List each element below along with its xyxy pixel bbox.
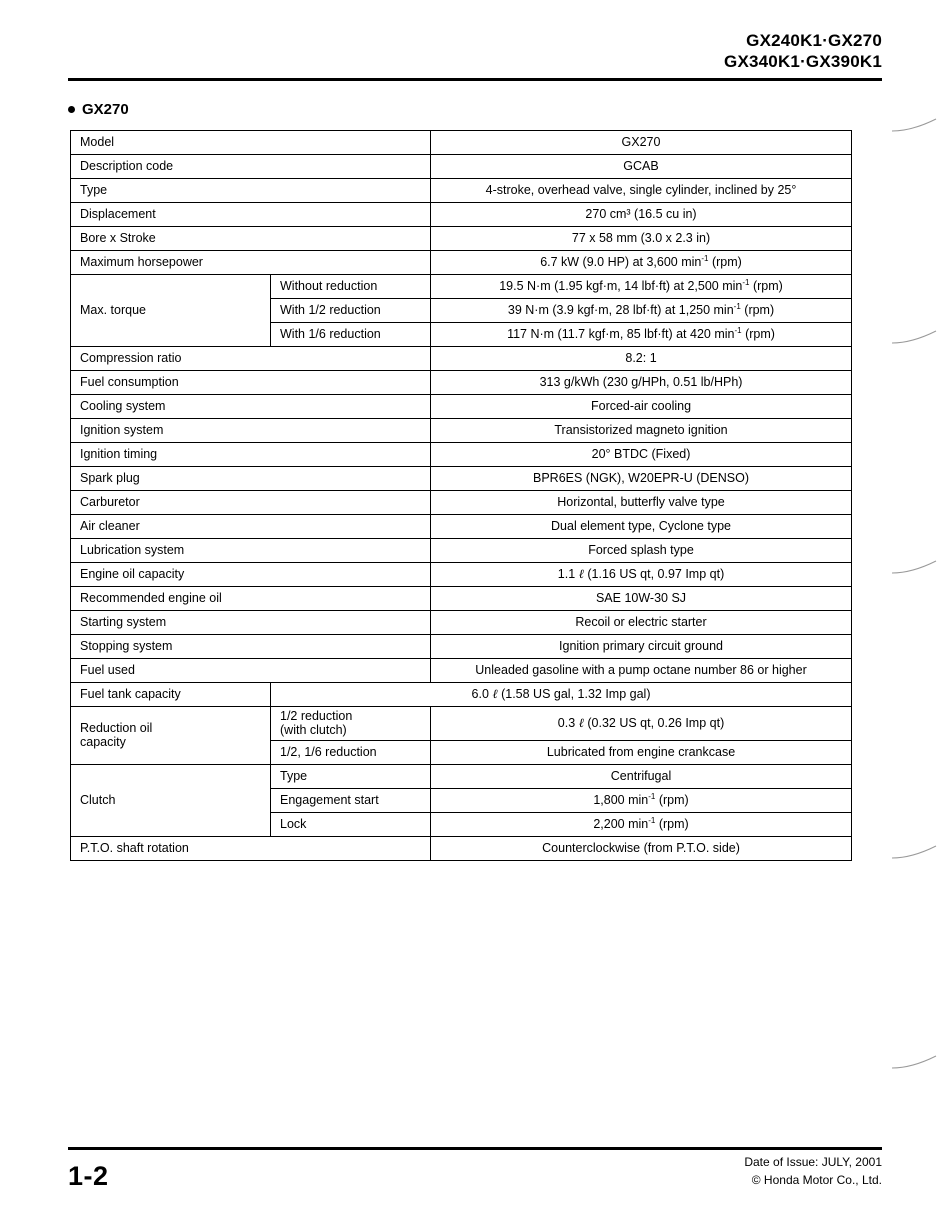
- page-edge-mark: [892, 560, 938, 576]
- row-value: [431, 563, 852, 587]
- row-value-text: (1.16 US qt, 0.97 Imp qt): [587, 567, 725, 582]
- row-label: Displacement: [71, 203, 431, 227]
- row-value: Ignition primary circuit ground: [431, 635, 852, 659]
- row-value: Horizontal, butterfly valve type: [431, 491, 852, 515]
- row-sublabel: Type: [271, 764, 431, 788]
- row-value: [431, 251, 852, 275]
- row-value: GX270: [431, 131, 852, 155]
- row-value-unit: (rpm): [658, 817, 689, 832]
- row-label: Stopping system: [71, 635, 431, 659]
- table-row: [71, 347, 852, 371]
- page-edge-mark: [892, 330, 938, 346]
- row-value: BPR6ES (NGK), W20EPR-U (DENSO): [431, 467, 852, 491]
- row-label: Air cleaner: [71, 515, 431, 539]
- page-header: [724, 30, 882, 73]
- row-value: 270 cm³ (16.5 cu in): [431, 203, 852, 227]
- section-title-text: GX270: [82, 101, 129, 118]
- row-sublabel: 1/2, 1/6 reduction: [271, 740, 431, 764]
- header-divider: [68, 78, 882, 81]
- date-of-issue: Date of Issue: JULY, 2001: [744, 1155, 882, 1169]
- table-row: [71, 203, 852, 227]
- row-label: Engine oil capacity: [71, 563, 431, 587]
- row-sublabel: Engagement start: [271, 788, 431, 812]
- table-row: [71, 179, 852, 203]
- table-row: [71, 563, 852, 587]
- table-row: [71, 707, 852, 741]
- row-value: [431, 323, 852, 347]
- row-label: Model: [71, 131, 431, 155]
- row-sublabel: [271, 707, 431, 741]
- row-value-text: 6.7 kW (9.0 HP) at 3,600 min: [540, 255, 702, 270]
- table-row: [71, 251, 852, 275]
- liter-symbol: ℓ: [578, 716, 584, 731]
- row-sublabel: Lock: [271, 812, 431, 836]
- table-row: [71, 227, 852, 251]
- superscript-minus-one: -1: [701, 254, 709, 264]
- row-value: [431, 788, 852, 812]
- table-row: [71, 659, 852, 683]
- superscript-minus-one: -1: [733, 302, 741, 312]
- row-value-text: 19.5 N·m (1.95 kgf·m, 14 lbf·ft) at 2,500 min: [499, 279, 743, 294]
- row-value: Centrifugal: [431, 764, 852, 788]
- table-row: [71, 515, 852, 539]
- page-edge-mark: [892, 1055, 938, 1071]
- superscript-minus-one: -1: [648, 791, 656, 801]
- table-row: [71, 275, 852, 299]
- superscript-minus-one: -1: [648, 815, 656, 825]
- row-label: Starting system: [71, 611, 431, 635]
- row-label: Cooling system: [71, 395, 431, 419]
- table-row: [71, 131, 852, 155]
- row-value: [431, 812, 852, 836]
- table-row: [71, 764, 852, 788]
- row-value-unit: (rpm): [752, 279, 783, 294]
- row-value: [431, 275, 852, 299]
- row-label: Maximum horsepower: [71, 251, 431, 275]
- liter-symbol: ℓ: [492, 687, 498, 702]
- row-value: 8.2: 1: [431, 347, 852, 371]
- row-label: Fuel used: [71, 659, 431, 683]
- row-value: [431, 299, 852, 323]
- row-value: 20° BTDC (Fixed): [431, 443, 852, 467]
- footer-divider: [68, 1147, 882, 1150]
- row-value-number: 1.1: [557, 567, 576, 582]
- row-value: Counterclockwise (from P.T.O. side): [431, 836, 852, 860]
- row-value: [431, 707, 852, 741]
- row-value: 4-stroke, overhead valve, single cylinder, inclined by 25°: [431, 179, 852, 203]
- table-row: [71, 683, 852, 707]
- row-sublabel: With 1/6 reduction: [271, 323, 431, 347]
- row-value-text: 39 N·m (3.9 kgf·m, 28 lbf·ft) at 1,250 min: [507, 303, 734, 318]
- header-model-line-1: GX240K1·GX270: [746, 31, 882, 50]
- row-value: 77 x 58 mm (3.0 x 2.3 in): [431, 227, 852, 251]
- table-row: [71, 419, 852, 443]
- row-sublabel-line-2: (with clutch): [280, 723, 347, 738]
- row-label: Bore x Stroke: [71, 227, 431, 251]
- table-row: [71, 836, 852, 860]
- table-row: [71, 635, 852, 659]
- table-row: [71, 467, 852, 491]
- page-number: 1-2: [68, 1161, 109, 1191]
- liter-symbol: ℓ: [578, 567, 584, 582]
- row-sublabel: With 1/2 reduction: [271, 299, 431, 323]
- row-value: Recoil or electric starter: [431, 611, 852, 635]
- table-row: [71, 587, 852, 611]
- row-sublabel-line-1: 1/2 reduction: [280, 709, 353, 723]
- row-label: Fuel consumption: [71, 371, 431, 395]
- specifications-table: [70, 130, 852, 861]
- row-label: Description code: [71, 155, 431, 179]
- row-label: Carburetor: [71, 491, 431, 515]
- table-row: [71, 611, 852, 635]
- row-sublabel: Without reduction: [271, 275, 431, 299]
- row-label: Spark plug: [71, 467, 431, 491]
- row-label-line-1: Reduction oil: [80, 721, 153, 735]
- row-value-text: (1.58 US gal, 1.32 Imp gal): [501, 687, 651, 702]
- row-value: Forced-air cooling: [431, 395, 852, 419]
- row-label-line-2: capacity: [80, 735, 126, 750]
- row-label: Recommended engine oil: [71, 587, 431, 611]
- row-label: Fuel tank capacity: [71, 683, 271, 707]
- row-value: Unleaded gasoline with a pump octane number 86 or higher: [431, 659, 852, 683]
- row-label: Type: [71, 179, 431, 203]
- superscript-minus-one: -1: [734, 326, 742, 336]
- row-value: [271, 683, 852, 707]
- row-value: Dual element type, Cyclone type: [431, 515, 852, 539]
- row-label: Lubrication system: [71, 539, 431, 563]
- page-edge-mark: [892, 118, 938, 134]
- superscript-minus-one: -1: [742, 278, 750, 288]
- bullet-icon: [68, 106, 75, 113]
- row-label: [71, 707, 271, 765]
- table-row: [71, 443, 852, 467]
- row-label: Clutch: [71, 764, 271, 836]
- header-model-line-2: GX340K1·GX390K1: [724, 52, 882, 72]
- row-label: Compression ratio: [71, 347, 431, 371]
- row-label: Max. torque: [71, 275, 271, 347]
- table-row: [71, 539, 852, 563]
- footer-info: [744, 1153, 882, 1189]
- row-value-text: 1,800 min: [593, 793, 649, 808]
- row-value: Lubricated from engine crankcase: [431, 740, 852, 764]
- section-title: [68, 101, 129, 118]
- row-label: Ignition system: [71, 419, 431, 443]
- row-value: SAE 10W-30 SJ: [431, 587, 852, 611]
- table-row: [71, 371, 852, 395]
- page-edge-mark: [892, 845, 938, 861]
- row-value-unit: (rpm): [658, 793, 689, 808]
- row-value-unit: (rpm): [744, 303, 775, 318]
- row-value: GCAB: [431, 155, 852, 179]
- row-value: Forced splash type: [431, 539, 852, 563]
- table-row: [71, 491, 852, 515]
- table-row: [71, 395, 852, 419]
- row-label: Ignition timing: [71, 443, 431, 467]
- row-value-text: (0.32 US qt, 0.26 Imp qt): [587, 716, 725, 731]
- row-value-number: 6.0: [471, 687, 489, 702]
- row-value-unit: (rpm): [711, 255, 742, 270]
- row-value-unit: (rpm): [745, 327, 775, 342]
- row-value: Transistorized magneto ignition: [431, 419, 852, 443]
- row-label: P.T.O. shaft rotation: [71, 836, 431, 860]
- row-value-text: 2,200 min: [593, 817, 649, 832]
- table-row: [71, 155, 852, 179]
- copyright-notice: © Honda Motor Co., Ltd.: [751, 1173, 882, 1187]
- row-value-text: 117 N·m (11.7 kgf·m, 85 lbf·ft) at 420 min: [507, 327, 735, 342]
- row-value-number: 0.3: [557, 716, 576, 731]
- row-value: 313 g/kWh (230 g/HPh, 0.51 lb/HPh): [431, 371, 852, 395]
